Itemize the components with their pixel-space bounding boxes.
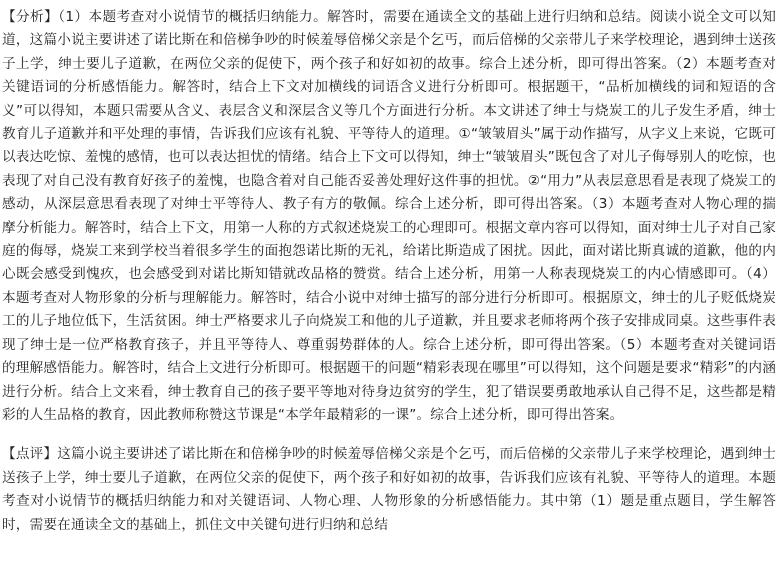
analysis-paragraph [2, 6, 776, 427]
analysis-text: （1）本题考查对小说情节的概括归纳能力。解答时，需要在通读全文的基础上进行归纳和总结。阅读小说全文可以知道，这篇小说主要讲述了诺比斯在和倍梯争吵的时候羞辱倍梯父亲是个乞丐，而后倍梯的父亲带儿子来学校理论，遇到绅士送孩子上学，绅士要儿子道歉，在两位父亲的促使下，两个孩子和好如初的故事。综合上述分析，即可得出答案。（2）本题考查对关键语词的分析感悟能力。解答时，结合上下文对加横线的词语含义进行分析即可。根据题干，“品析加横线的词和短语的含义”可以得知，本题只需要从含义、表层含义和深层含义等几个方面进行分析。本文讲述了绅士与烧炭工的儿子发生矛盾，绅士教育儿子道歉并和平处理的事情，告诉我们应该有礼貌、平等待人的道理。①“皱皱眉头”属于动作描写，从字义上来说，它既可以表达吃惊、羞愧的感情，也可以表达担忧的情绪。结合上下文可以得知，绅士“皱皱眉头”既包含了对儿子侮辱别人的吃惊，也表现了对自己没有教育好孩子的羞愧，也隐含着对自己能否妥善处理好这件事的担忧。②“用力”从表层意思看是表现了烧炭工的感动，从深层意思看表现了对绅士平等待人、教子有方的敬佩。综合上述分析，即可得出答案。（3）本题考查对人物心理的揣摩分析能力。解答时，结合上下文，用第一人称的方式叙述烧炭工的心理即可。根据文章内容可以得知，面对绅士儿子对自己家庭的侮辱，烧炭工来到学校当着很多学生的面抱怨诺比斯的无礼，给诺比斯造成了困扰。因此，面对诺比斯真诚的道歉，他的内心既会感受到愧疚，也会感受到对诺比斯知错就改品格的赞赏。结合上述分析，用第一人称表现烧炭工的内心情感即可。（4）本题考查对人物形象的分析与理解能力。解答时，结合小说中对绅士描写的部分进行分析即可。根据原文，绅士的儿子贬低烧炭工的儿子地位低下，生活贫困。绅士严格要求儿子向烧炭工和他的儿子道歉，并且要求老师将两个孩子安排成同桌。这些事件表现了绅士是一位严格教育孩子，并且平等待人、尊重弱势群体的人。综合上述分析，即可得出答案。（5）本题考查对关键词语的理解感悟能力。解答时，结合上文进行分析即可。根据题干的问题“精彩表现在哪里”可以得知，这个问题是要求“精彩”的内涵进行分析。结合上文来看，绅士教育自己的孩子要平等地对待身边贫穷的学生，犯了错误要勇敢地承认自己得不足，这些都是精彩的人生品格的教育，因此教师称赞这节课是“本学年最精彩的一课”。综合上述分析，即可得出答案。 [2, 9, 776, 423]
comment-paragraph [2, 443, 776, 537]
comment-tag: 【点评】 [2, 446, 58, 463]
paragraph-spacer [2, 427, 776, 443]
analysis-tag: 【分析】 [2, 9, 59, 25]
comment-text: 这篇小说主要讲述了诺比斯在和倍梯争吵的时候羞辱倍梯父亲是个乞丐，而后倍梯的父亲带儿子来学校理论，遇到绅士送孩子上学，绅士要儿子道歉，在两位父亲的促使下，两个孩子和好如初的故事，告诉我们应该有礼貌、平等待人的道理。本题考查对小说情节的概括归纳能力和对关键语词、人物心理、人物形象的分析感悟能力。其中第（1）题是重点题目，学生解答时，需要在通读全文的基础上，抓住文中关键句进行归纳和总结 [2, 446, 776, 533]
